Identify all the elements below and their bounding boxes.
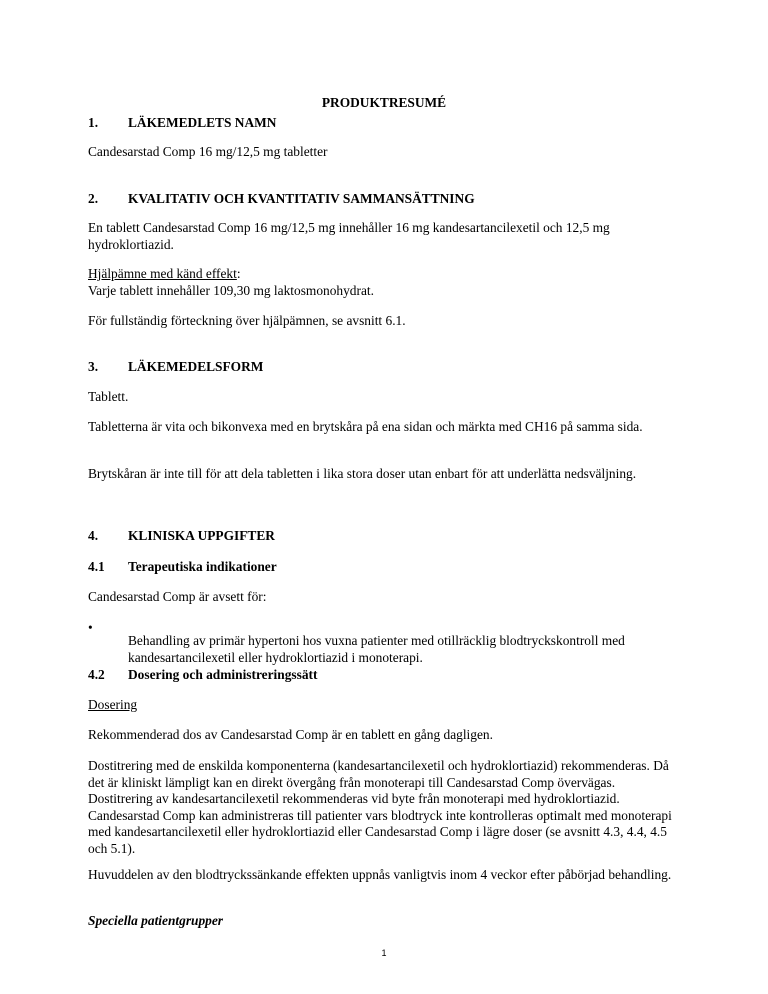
section-4-1-heading: Terapeutiska indikationer bbox=[128, 559, 277, 574]
page-title: PRODUKTRESUMÉ bbox=[321, 95, 447, 110]
indication-intro: Candesarstad Comp är avsett för: bbox=[88, 589, 267, 604]
score-line-note: Brytskåran är inte till för att dela tabletten i lika stora doser utan enbart för att underlätta nedsväljning. bbox=[88, 466, 637, 481]
section-2-number: 2. bbox=[88, 191, 99, 206]
dosing-paragraph-1: Rekommenderad dos av Candesarstad Comp är en tablett en gång dagligen. bbox=[88, 727, 493, 742]
section-4-1-number: 4.1 bbox=[88, 559, 105, 574]
tablet-description: Tabletterna är vita och bikonvexa med en brytskåra på ena sidan och märkta med CH16 på samma sida. bbox=[88, 419, 643, 434]
dosing-subheading: Dosering bbox=[88, 697, 138, 712]
indication-bullet: Behandling av primär hypertoni hos vuxna patienter med otillräcklig blodtryckskontroll med kandesartancilexetil eller hydroklortiazid i monoterapi. bbox=[128, 633, 625, 665]
section-3-heading: LÄKEMEDELSFORM bbox=[128, 359, 264, 374]
product-name-text: Candesarstad Comp 16 mg/12,5 mg tabletter bbox=[88, 144, 328, 159]
excipient-text: Varje tablett innehåller 109,30 mg laktosmonohydrat. bbox=[88, 282, 374, 298]
dosing-paragraph-3: Huvuddelen av den blodtryckssänkande effekten uppnås vanligtvis inom 4 veckor efter påbörjad behandling. bbox=[88, 867, 672, 882]
page-number: 1 bbox=[381, 948, 387, 958]
excipient-block bbox=[88, 266, 680, 299]
section-4-2-number: 4.2 bbox=[88, 667, 105, 682]
section-4-2-heading: Dosering och administreringssätt bbox=[128, 667, 318, 682]
section-1-heading: LÄKEMEDLETS NAMN bbox=[128, 115, 277, 130]
section-2-heading: KVALITATIV OCH KVANTITATIV SAMMANSÄTTNING bbox=[128, 191, 475, 206]
excipient-colon: : bbox=[236, 266, 241, 281]
section-1-number: 1. bbox=[88, 115, 99, 130]
section-3-number: 3. bbox=[88, 359, 99, 374]
composition-paragraph: En tablett Candesarstad Comp 16 mg/12,5 mg innehåller 16 mg kandesartancilexetil och 12,5 mg hydroklortiazid. bbox=[88, 220, 610, 252]
section-4-number: 4. bbox=[88, 528, 99, 543]
bullet-icon: • bbox=[88, 620, 93, 635]
special-populations-heading: Speciella patientgrupper bbox=[88, 913, 224, 928]
form-text: Tablett. bbox=[88, 389, 129, 404]
dosing-paragraph-2: Dostitrering med de enskilda komponenterna (kandesartancilexetil och hydroklortiazid) rekommenderas. Då det är kliniskt lämpligt kan en direkt övergång från monoterapi till Candesarstad Comp övervägas. Dostitrering av kandesartancilexetil rekommenderas vid byte från monoterapi med hydroklortiazid. Candesarstad Comp kan administreras till patienter vars blodtryck inte kontrolleras optimalt med monoterapi med kandesartancilexetil eller hydroklortiazid eller Candesarstad Comp i lägre doser (se avsnitt 4.3, 4.4, 4.5 och 5.1). bbox=[88, 758, 672, 856]
excipient-reference: För fullständig förteckning över hjälpämnen, se avsnitt 6.1. bbox=[88, 313, 406, 328]
excipient-label: Hjälpämne med känd effekt bbox=[88, 266, 237, 281]
section-4-heading: KLINISKA UPPGIFTER bbox=[128, 528, 275, 543]
